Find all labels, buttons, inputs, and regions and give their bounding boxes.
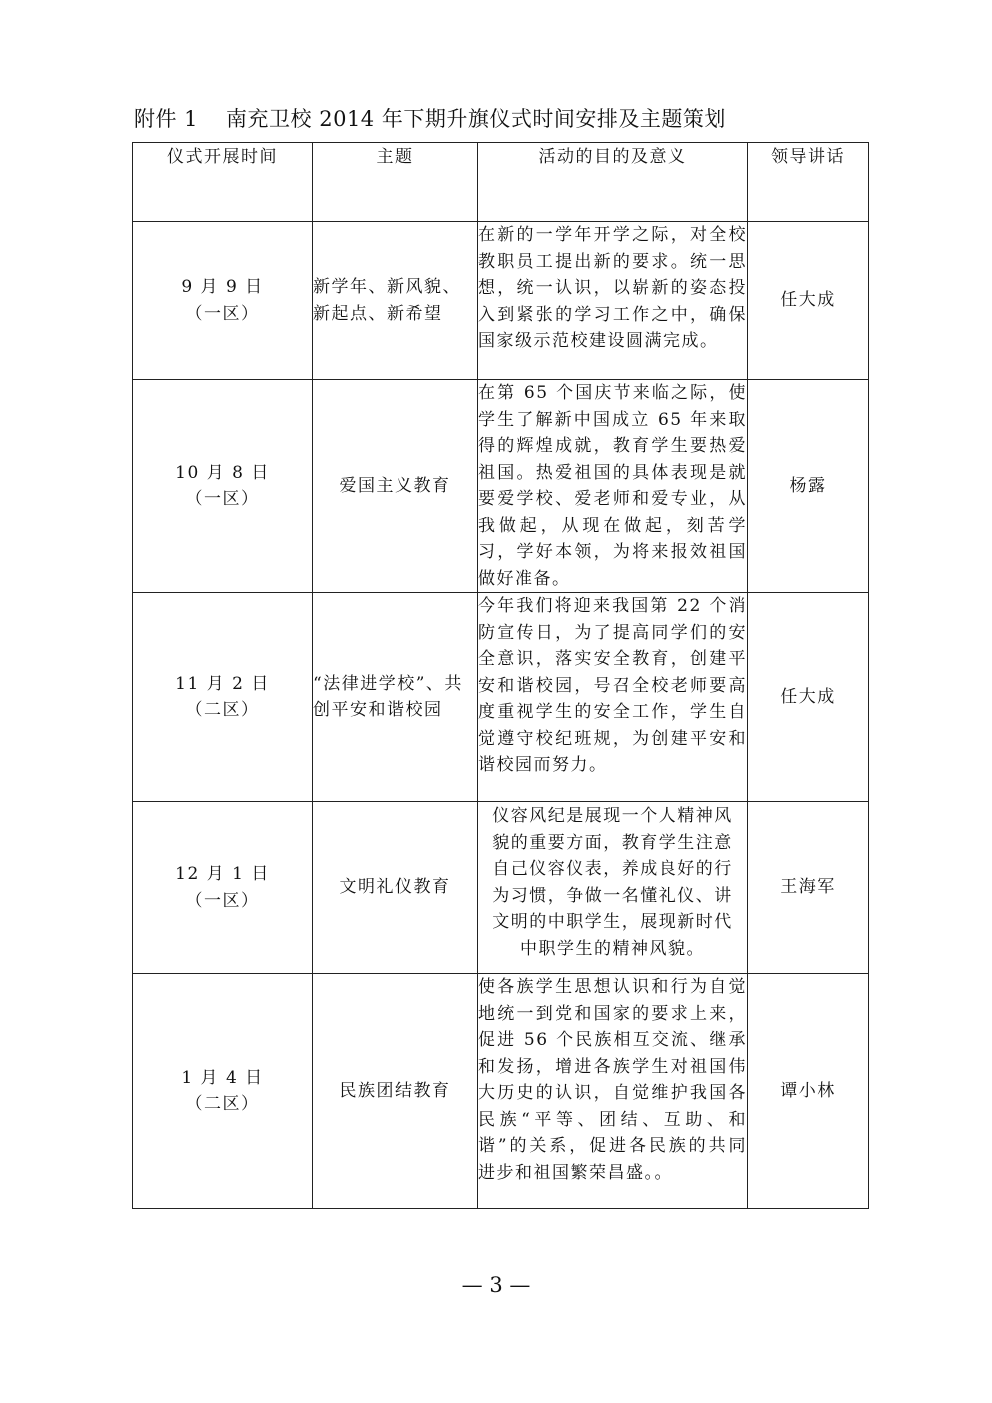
page-number: — 3 — xyxy=(461,1273,531,1297)
date-cell xyxy=(133,593,313,802)
leader-cell: 谭小林 xyxy=(748,974,869,1209)
zone-text: （一区） xyxy=(185,890,260,911)
date-cell xyxy=(133,222,313,380)
table-row xyxy=(133,593,869,802)
leader-cell: 任大成 xyxy=(748,222,869,380)
date-cell xyxy=(133,974,313,1209)
purpose-cell: 使各族学生思想认识和行为自觉地统一到党和国家的要求上来，促进 56 个民族相互交流、继承和发扬，增进各族学生对祖国伟大历史的认识，自觉维护我国各民族“平等、团结、互助、和谐”的关系，促进各民族的共同进步和祖国繁荣昌盛。。 xyxy=(478,974,748,1209)
leader-cell: 杨露 xyxy=(748,380,869,593)
zone-text: （一区） xyxy=(185,303,260,324)
purpose-cell: 在新的一学年开学之际，对全校教职员工提出新的要求。统一思想，统一认识，以崭新的姿态投入到紧张的学习工作之中，确保国家级示范校建设圆满完成。 xyxy=(478,222,748,380)
table-row xyxy=(133,974,869,1209)
header-date: 仪式开展时间 xyxy=(133,143,313,222)
leader-cell: 任大成 xyxy=(748,593,869,802)
topic-cell: 民族团结教育 xyxy=(313,974,478,1209)
date-text: 11 月 2 日 xyxy=(175,673,270,694)
table-row xyxy=(133,380,869,593)
date-text: 9 月 9 日 xyxy=(181,277,264,297)
purpose-cell: 在第 65 个国庆节来临之际，使学生了解新中国成立 65 年来取得的辉煌成就，教育学生要热爱祖国。热爱祖国的具体表现是就要爱学校、爱老师和爱专业，从我做起，从现在做起，刻苦学习，学好本领，为将来报效祖国做好准备。 xyxy=(478,380,748,593)
purpose-cell: 仪容风纪是展现一个人精神风貌的重要方面，教育学生注意自己仪容仪表，养成良好的行为习惯，争做一名懂礼仪、讲文明的中职学生，展现新时代中职学生的精神风貌。 xyxy=(478,802,748,974)
date-cell xyxy=(133,802,313,974)
annex-label: 附件 1 xyxy=(134,107,199,131)
leader-cell: 王海军 xyxy=(748,802,869,974)
header-leader: 领导讲话 xyxy=(748,143,869,222)
zone-text: （一区） xyxy=(185,489,260,509)
table-row xyxy=(133,802,869,974)
header-topic: 主题 xyxy=(313,143,478,222)
zone-text: （二区） xyxy=(185,1094,260,1114)
table-header-row xyxy=(133,143,869,222)
date-text: 12 月 1 日 xyxy=(175,864,270,884)
table-row xyxy=(133,222,869,380)
document-title xyxy=(134,104,726,134)
topic-cell: “法律进学校”、共创平安和谐校园 xyxy=(313,593,478,802)
date-text: 1 月 4 日 xyxy=(181,1067,264,1088)
date-text: 10 月 8 日 xyxy=(175,462,270,483)
header-purpose: 活动的目的及意义 xyxy=(478,143,748,222)
zone-text: （二区） xyxy=(185,700,260,720)
flag-ceremony-schedule-table xyxy=(132,142,869,1209)
topic-cell: 爱国主义教育 xyxy=(313,380,478,593)
purpose-cell: 今年我们将迎来我国第 22 个消防宣传日，为了提高同学们的安全意识，落实安全教育，创建平安和谐校园，号召全校老师要高度重视学生的安全工作，学生自觉遵守校纪班规，为创建平安和谐校园而努力。 xyxy=(478,593,748,802)
date-cell xyxy=(133,380,313,593)
topic-cell: 新学年、新风貌、新起点、新希望 xyxy=(313,222,478,380)
topic-cell: 文明礼仪教育 xyxy=(313,802,478,974)
title-text: 南充卫校 2014 年下期升旗仪式时间安排及主题策划 xyxy=(226,107,726,131)
